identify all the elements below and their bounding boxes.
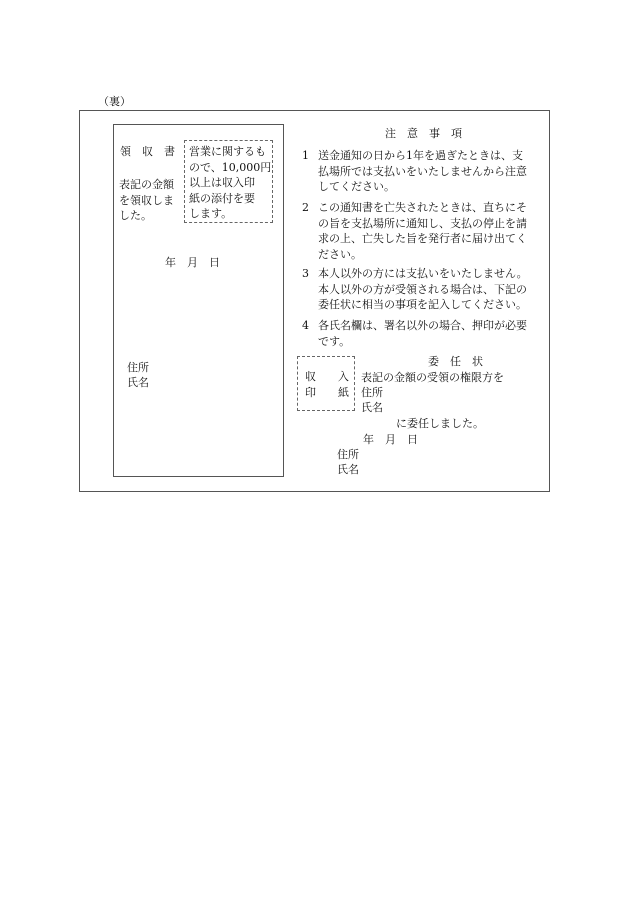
note-line: 求の上、亡失した旨を発行者に届け出てく <box>318 232 527 246</box>
proxy-date: 年 月 日 <box>363 433 418 446</box>
note-line: の旨を支払場所に通知し、支払の停止を請 <box>318 216 527 230</box>
back-side-label: （裏） <box>98 95 131 108</box>
principal-address-label: 住所 <box>337 448 359 461</box>
proxy-stamp-line: 収 入 <box>305 370 349 383</box>
note-number: 4 <box>302 319 309 332</box>
note-number: 3 <box>302 267 309 280</box>
stamp-note-line: 営業に関するも <box>189 145 266 158</box>
principal-name-label: 氏名 <box>337 463 359 476</box>
receipt-body-line: した。 <box>119 209 152 222</box>
note-line: 各氏名欄は、署名以外の場合、押印が必要 <box>318 319 527 332</box>
revenue-stamp-note <box>189 144 271 222</box>
note-line: 送金通知の日から1年を過ぎたときは、支 <box>318 149 523 162</box>
notes-heading: 注 意 事 項 <box>385 127 462 140</box>
proxy-stamp-line: 印 紙 <box>305 385 349 399</box>
proxy-address-label: 住所 <box>361 386 383 399</box>
note-line: 委任状に相当の事項を記入してください。 <box>318 298 527 312</box>
note-line: 払場所では支払いをいたしませんから注意 <box>318 164 527 178</box>
receipt-date: 年 月 日 <box>165 256 220 269</box>
proxy-name-label: 氏名 <box>361 401 383 414</box>
proxy-title: 委 任 状 <box>428 355 483 368</box>
note-line: ださい。 <box>318 247 362 261</box>
receipt-name-label: 氏名 <box>127 376 149 389</box>
proxy-text: 表記の金額の受領の権限方を <box>361 371 504 384</box>
proxy-revenue-stamp-label <box>305 369 349 400</box>
receipt-title: 領 収 書 <box>120 145 175 158</box>
receipt-body <box>119 177 174 224</box>
note-line: この通知書を亡失されたときは、直ちにそ <box>318 201 527 214</box>
stamp-note-line: 紙の添付を要 <box>189 191 255 205</box>
proxy-entrusted-text: に委任しました。 <box>396 417 484 430</box>
note-line: 本人以外の方が受領される場合は、下記の <box>318 282 527 296</box>
receipt-body-line: 表記の金額 <box>119 178 174 191</box>
stamp-note-line: します。 <box>189 207 233 221</box>
note-line: 本人以外の方には支払いをいたしません。 <box>318 267 528 280</box>
note-line: です。 <box>318 334 351 348</box>
receipt-address-label: 住所 <box>127 361 149 374</box>
note-number: 2 <box>302 201 309 214</box>
stamp-note-line: ので、10,000円 <box>189 160 272 174</box>
receipt-body-line: を領収しま <box>119 193 174 207</box>
note-line: してください。 <box>318 180 395 194</box>
note-number: 1 <box>302 149 309 162</box>
stamp-note-line: 以上は収入印 <box>189 176 255 190</box>
